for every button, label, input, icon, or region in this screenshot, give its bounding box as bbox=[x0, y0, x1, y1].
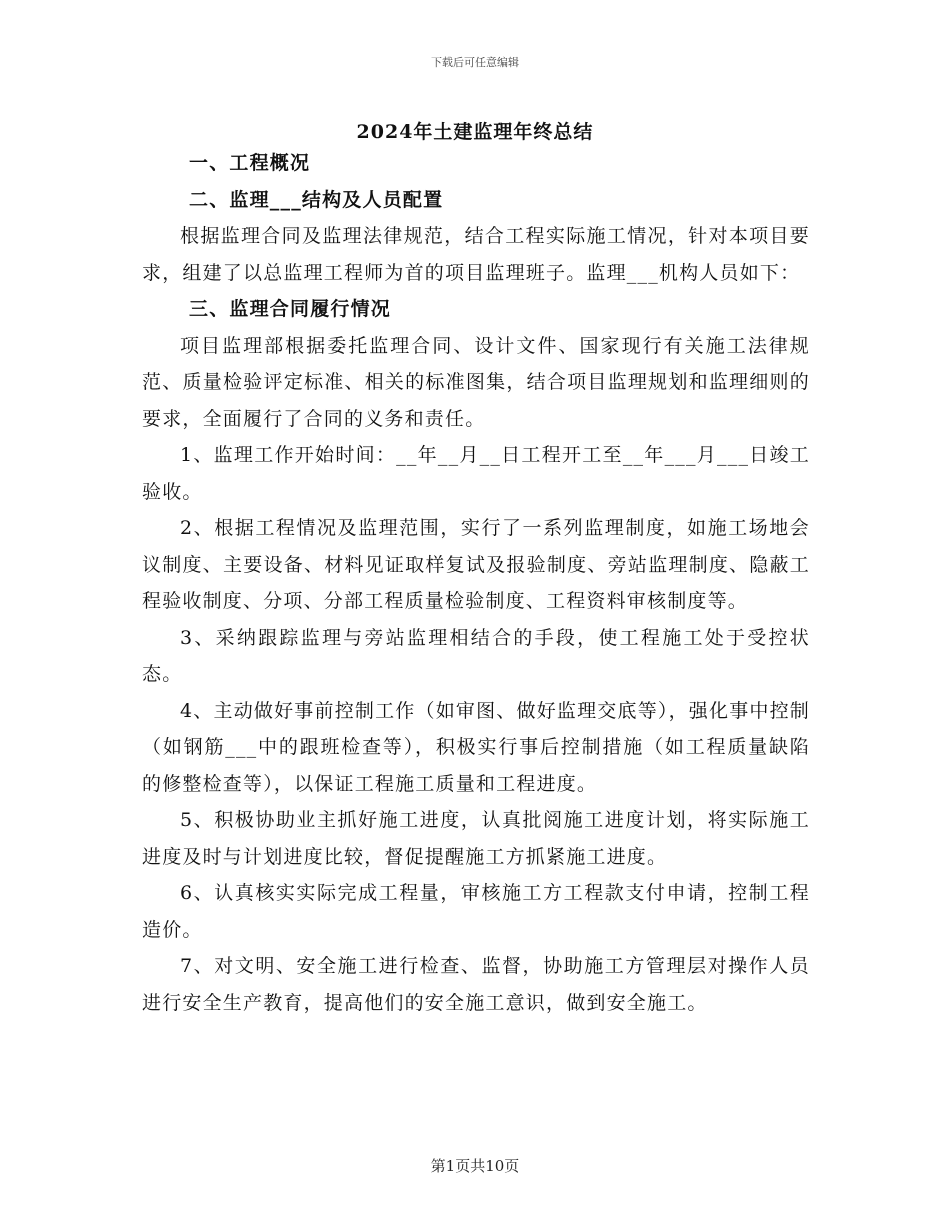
section-heading-overview: 一、工程概况 bbox=[189, 152, 311, 174]
list-item-7: 7、对文明、安全施工进行检查、监督，协助施工方管理层对操作人员进行安全生产教育，提高他们的安全施工意识，做到安全施工。 bbox=[142, 955, 810, 1014]
list-item-4: 4、主动做好事前控制工作（如审图、做好监理交底等），强化事中控制（如钢筋___中的跟班检查等），积极实行事后控制措施（如工程质量缺陷的修整检查等），以保证工程施工质量和工程进度。 bbox=[142, 699, 810, 795]
list-item-5: 5、积极协助业主抓好施工进度，认真批阅施工进度计划，将实际施工进度及时与计划进度比较，督促提醒施工方抓紧施工进度。 bbox=[142, 809, 810, 868]
paragraph-contract: 项目监理部根据委托监理合同、设计文件、国家现行有关施工法律规范、质量检验评定标准、相关的标准图集，结合项目监理规划和监理细则的要求，全面履行了合同的义务和责任。 bbox=[142, 334, 810, 430]
document-body bbox=[142, 145, 810, 1021]
section-heading-contract: 三、监理合同履行情况 bbox=[189, 298, 392, 320]
list-item-3: 3、采纳跟踪监理与旁站监理相结合的手段，使工程施工处于受控状态。 bbox=[142, 626, 810, 685]
list-item-2: 2、根据工程情况及监理范围，实行了一系列监理制度，如施工场地会议制度、主要设备、材料见证取样复试及报验制度、旁站监理制度、隐蔽工程验收制度、分项、分部工程质量检验制度、工程资料审核制度等。 bbox=[142, 517, 810, 612]
list-item-6: 6、认真核实实际完成工程量，审核施工方工程款支付申请，控制工程造价。 bbox=[142, 882, 810, 941]
list-item-1: 1、监理工作开始时间：__年__月__日工程开工至__年___月___日竣工验收。 bbox=[142, 444, 810, 503]
header-note: 下载后可任意编辑 bbox=[431, 56, 519, 69]
section-heading-structure: 二、监理___结构及人员配置 bbox=[189, 188, 444, 211]
paragraph-structure: 根据监理合同及监理法律规范，结合工程实际施工情况，针对本项目要求，组建了以总监理工程师为首的项目监理班子。监理___机构人员如下： bbox=[142, 225, 810, 284]
page-footer: 第1页共10页 bbox=[430, 1157, 520, 1175]
document-title: 2024年土建监理年终总结 bbox=[356, 121, 594, 143]
